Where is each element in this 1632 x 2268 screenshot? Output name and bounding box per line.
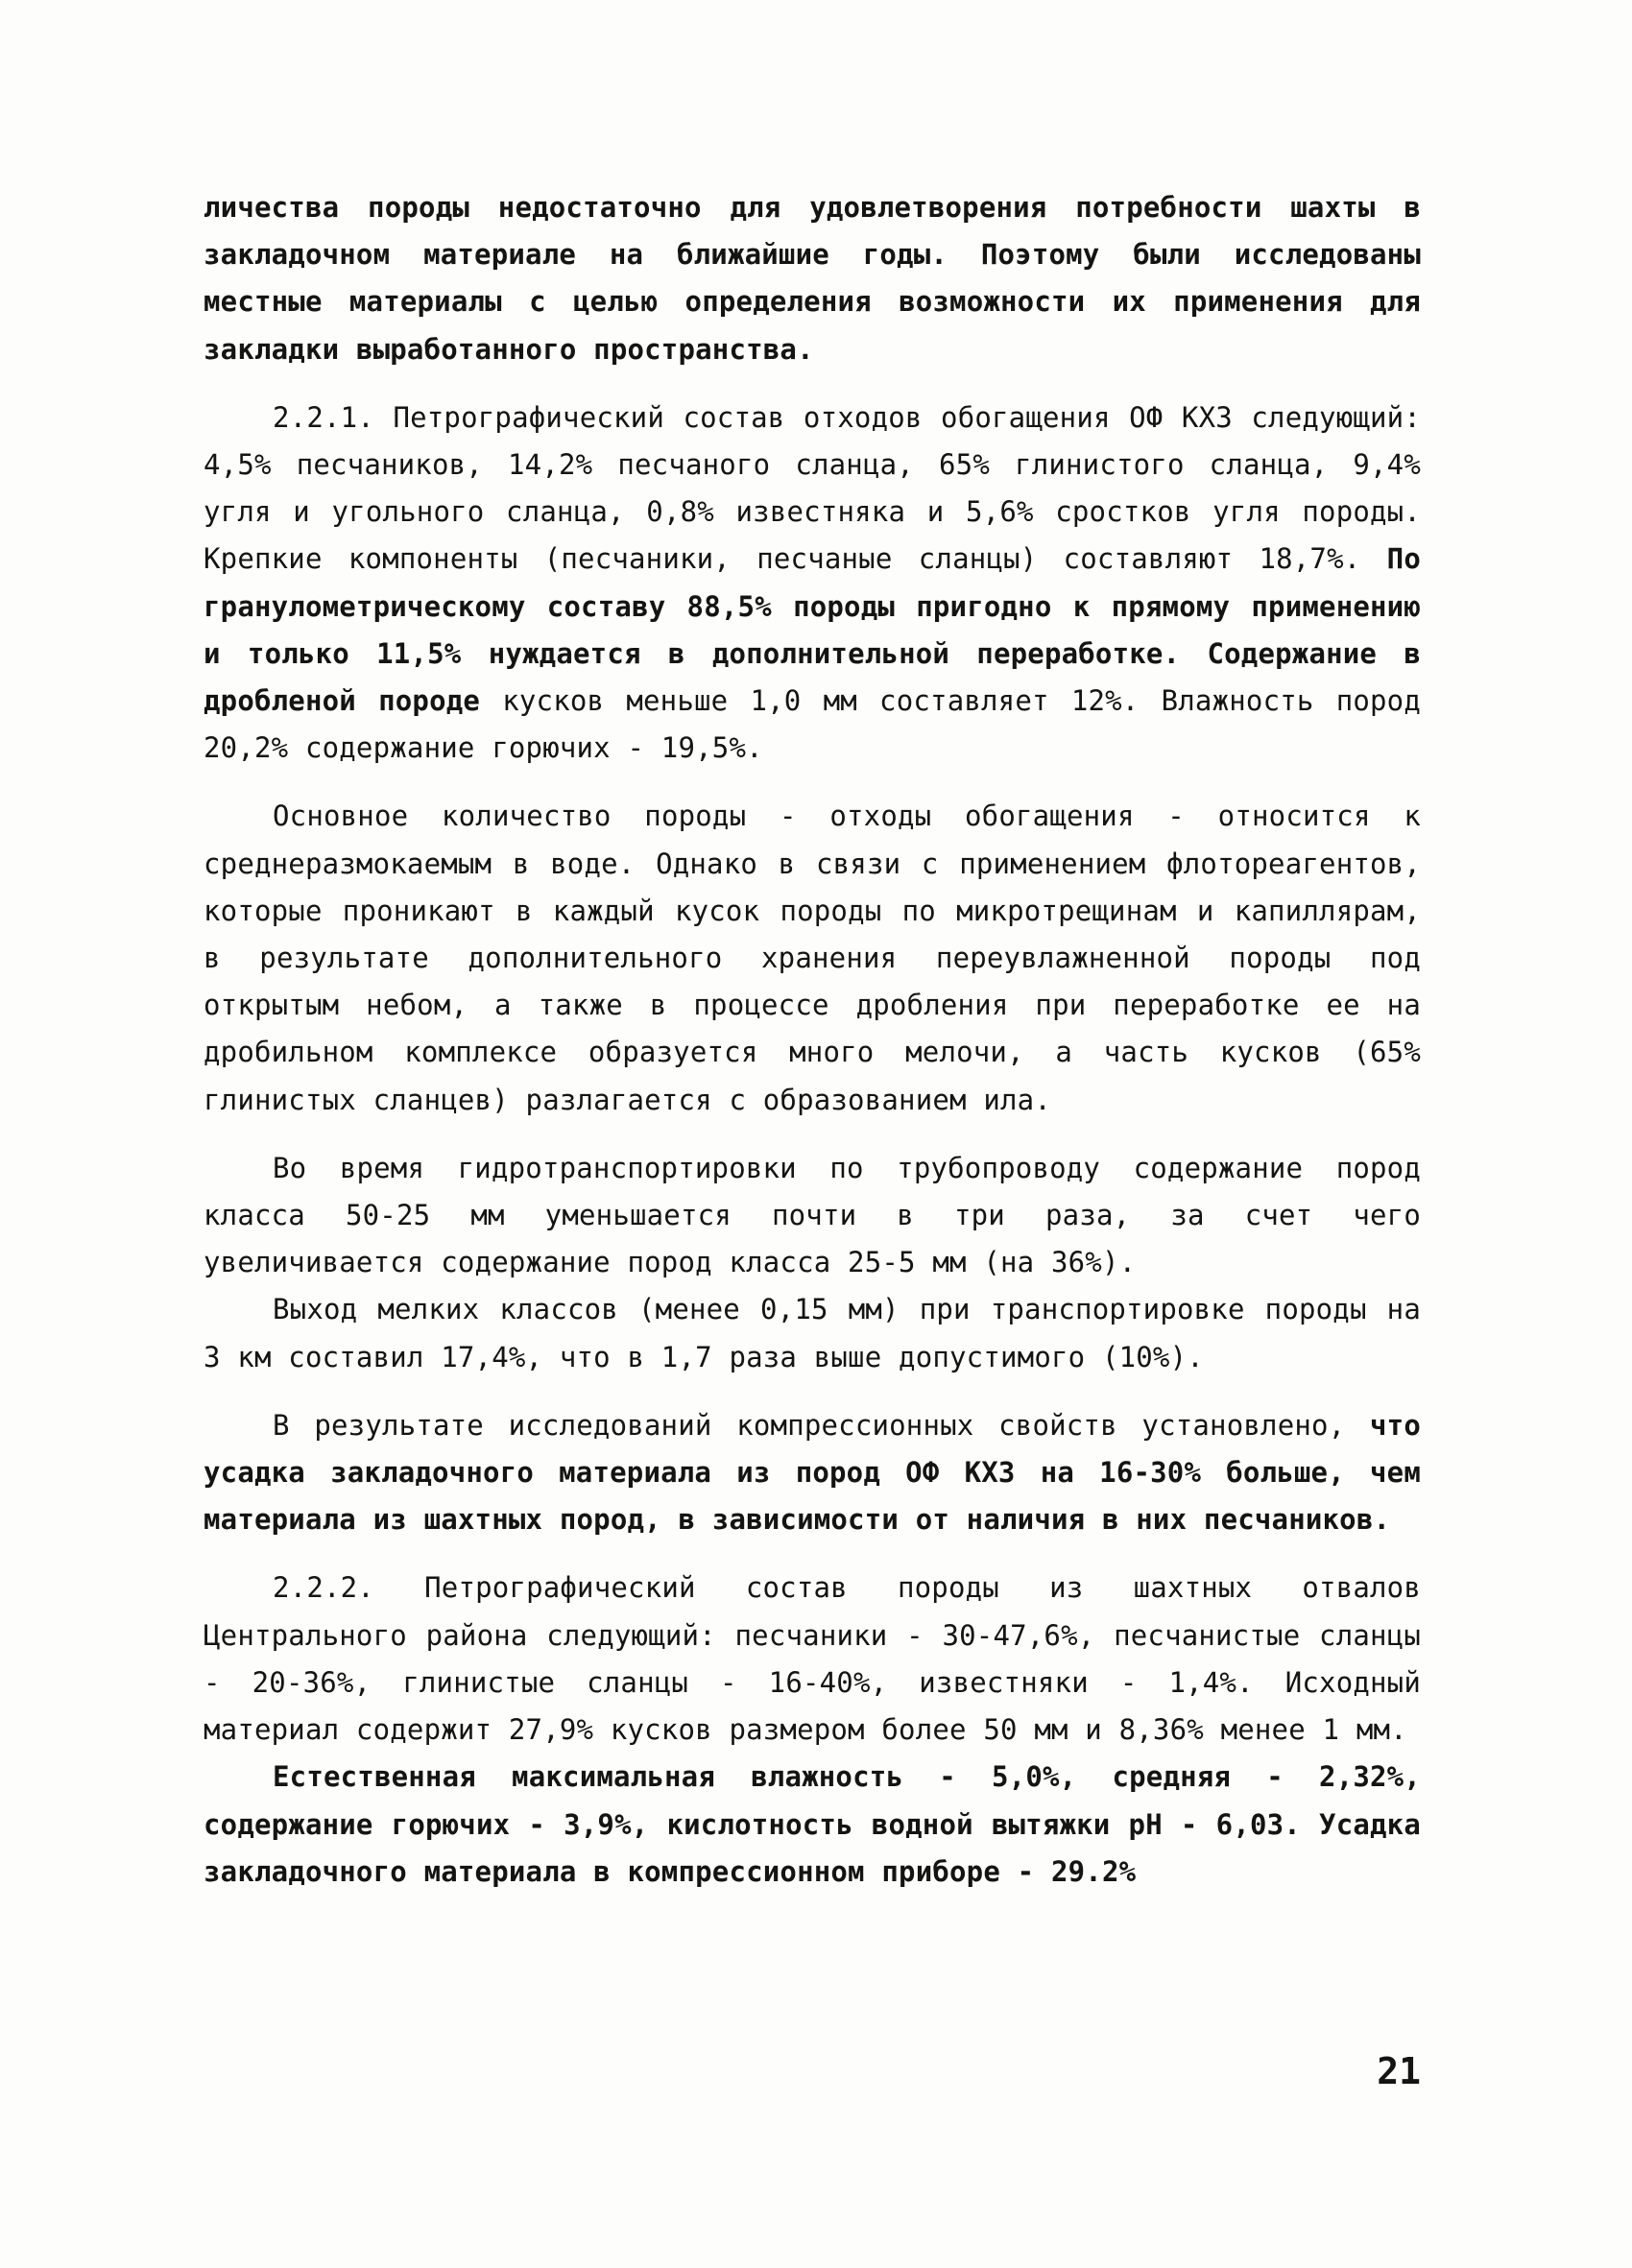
text-segment: Во время гидротранспортировки по трубопроводу содержание пород класса 50-25 мм уменьшается почти в три раза, за счет чего увеличивается содержание пород класса 25-5 мм (на 36%). [204, 1151, 1421, 1279]
text-segment: Выход мелких классов (менее 0,15 мм) при транспортировке породы на 3 км составил 17,4%, что в 1,7 раза выше допустимого (10%). [204, 1293, 1421, 1373]
paragraph-1 [204, 184, 1421, 373]
text-segment: 2.2.2. Петрографический состав породы из шахтных отвалов Центрального района следующий: песчаники - 30-47,6%, песчанистые сланцы - 20-36%, глинистые сланцы - 16-40%, известняки - 1,4%. Исходный материал содержит 27,9% кусков размером более 50 мм и 8,36% менее 1 мм. [204, 1571, 1421, 1747]
paragraph-5 [204, 1286, 1421, 1380]
paragraph-2 [204, 394, 1421, 773]
text-segment: 2.2.1. Петрографический состав отходов обогащения ОФ КХЗ следующий: 4,5% песчаников, 14,2% песчаного сланца, 65% глинистого сланца, 9,4% угля и угольного сланца, 0,8% известняка и 5,6% сростков угля породы. Крепкие компоненты (песчаники, песчаные сланцы) составляют 18,7%. [204, 400, 1421, 576]
text-segment: кусков меньше 1,0 мм составляет 12%. Влажность пород 20,2% содержание горючих - 19,5%. [204, 684, 1422, 765]
text-segment: В результате исследований компрессионных свойств установлено, [273, 1408, 1371, 1442]
page-number: 21 [1377, 2050, 1421, 2092]
text-segment-bold: По гранулометрическому составу 88,5% породы пригодно к прямому применению и только 11,5% нуждается в дополнительной переработке. Содержание в дробленой породе [204, 542, 1421, 718]
text-segment-bold: Естественная максимальная влажность - 5,0%, средняя - 2,32%, содержание горючих - 3,9%, кислотность водной вытяжки рН - 6,03. Усадка закладочного материала в компрессионном приборе - 29.2% [204, 1760, 1421, 1888]
paragraph-6 [204, 1402, 1421, 1544]
text-segment: Основное количество породы - отходы обогащения - относится к среднеразмокаемым в воде. Однако в связи с применением флотореагентов, которые проникают в каждый кусок породы по микротрещинам и капиллярам, в результате дополнительного хранения переувлажненной породы под открытым небом, а также в процессе дробления при переработке ее на дробильном комплексе образуется много мелочи, а часть кусков (65% глинистых сланцев) разлагается с образованием ила. [204, 800, 1421, 1116]
paragraph-8 [204, 1754, 1421, 1896]
paragraph-4 [204, 1145, 1421, 1287]
paragraph-7 [204, 1564, 1421, 1754]
text-segment: личества породы недостаточно для удовлетворения потребности шахты в закладочном материале на ближайшие годы. Поэтому были исследованы местные материалы с целью определения возможности их применения для закладки выработанного пространства. [204, 191, 1421, 366]
paragraph-3 [204, 793, 1421, 1123]
body-text [204, 184, 1421, 1896]
text-segment-bold: что усадка закладочного материала из пород ОФ КХЗ на 16-30% больше, чем материала из шахтных пород, в зависимости от наличия в них песчаников. [204, 1408, 1421, 1537]
